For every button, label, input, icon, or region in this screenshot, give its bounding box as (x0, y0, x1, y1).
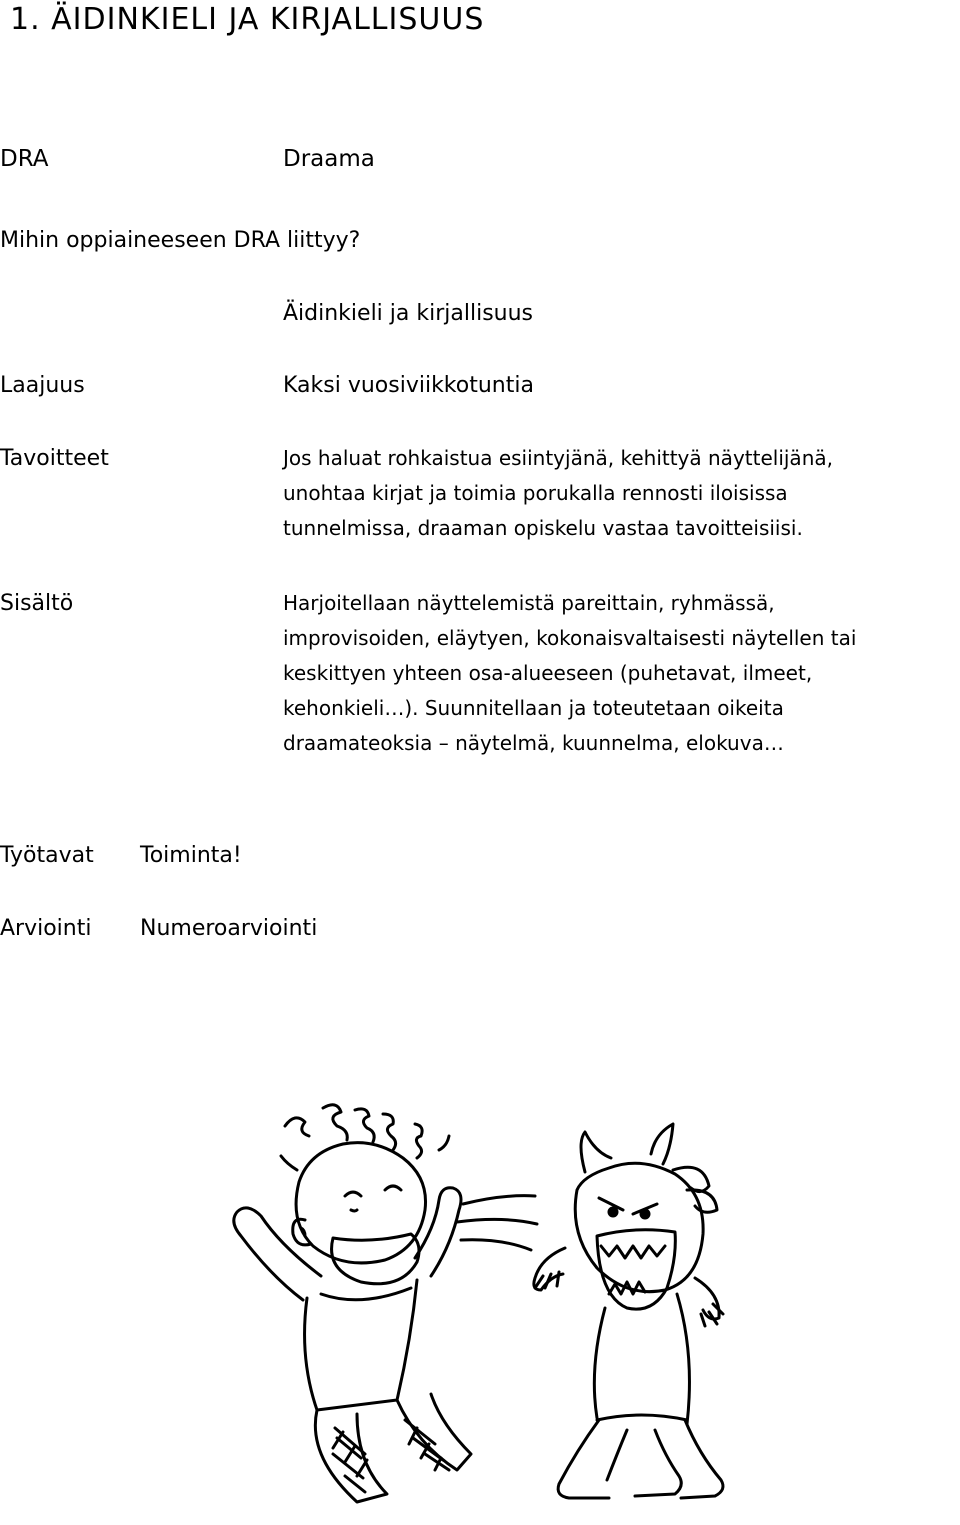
assessment-label: Arviointi (0, 916, 92, 941)
content-line: improvisoiden, eläytyen, kokonaisvaltaisesti näytellen tai (283, 626, 857, 650)
scope-value: Kaksi vuosiviikkotuntia (283, 373, 534, 398)
subject-answer: Äidinkieli ja kirjallisuus (283, 301, 534, 326)
goals-label: Tavoitteet (0, 446, 109, 471)
content-line: draamateoksia – näytelmä, kuunnelma, elokuva… (283, 731, 784, 755)
roaring-monster-figure (534, 1124, 723, 1498)
page-title: 1. ÄIDINKIELI JA KIRJALLISUUS (10, 2, 485, 37)
methods-value: Toiminta! (140, 843, 242, 868)
goals-text (283, 441, 959, 546)
subject-question: Mihin oppiaineeseen DRA liittyy? (0, 228, 361, 253)
goals-line: tunnelmissa, draaman opiskelu vastaa tavoitteisiisi. (283, 516, 803, 540)
methods-label: Työtavat (0, 843, 94, 868)
two-actors-cartoon (225, 1098, 745, 1518)
scope-label: Laajuus (0, 373, 85, 398)
content-line: kehonkieli…). Suunnitellaan ja toteutetaan oikeita (283, 696, 784, 720)
startled-boy-figure (234, 1105, 537, 1502)
content-line: keskittyen yhteen osa-alueeseen (puhetavat, ilmeet, (283, 661, 813, 685)
course-name: Draama (283, 146, 375, 172)
goals-line: unohtaa kirjat ja toimia porukalla rennosti iloisissa (283, 481, 788, 505)
content-text (283, 586, 959, 761)
goals-line: Jos haluat rohkaistua esiintyjänä, kehittyä näyttelijänä, (283, 446, 833, 470)
assessment-value: Numeroarviointi (140, 916, 318, 941)
course-code: DRA (0, 146, 49, 172)
content-line: Harjoitellaan näyttelemistä pareittain, ryhmässä, (283, 591, 775, 615)
content-label: Sisältö (0, 591, 74, 616)
